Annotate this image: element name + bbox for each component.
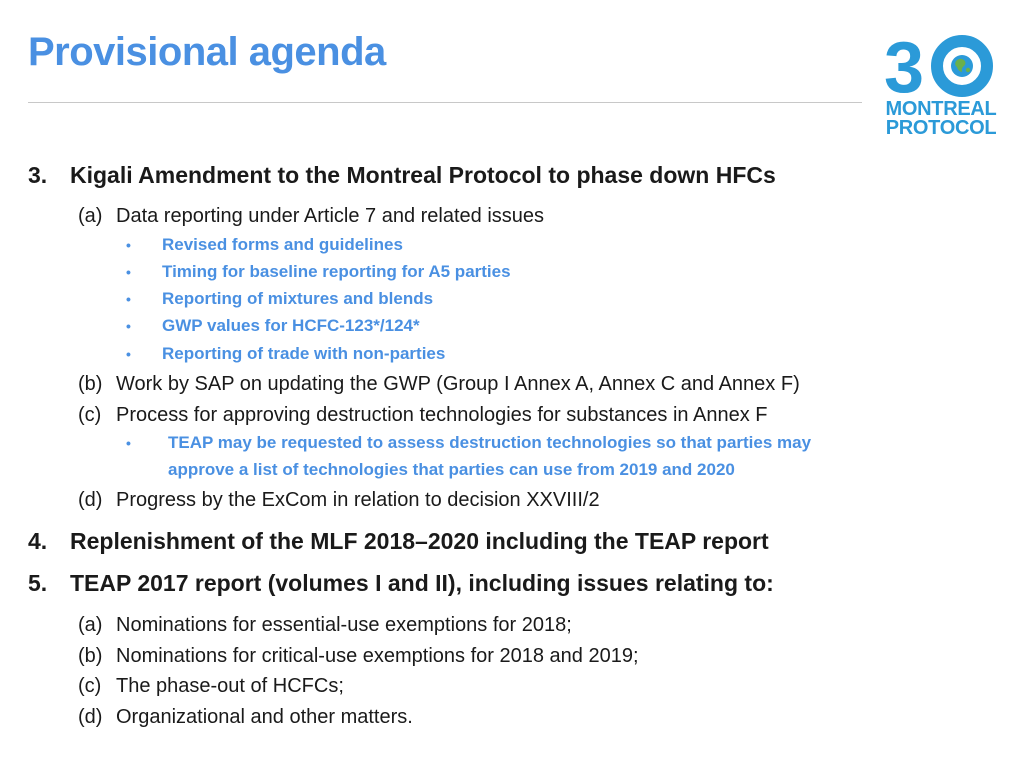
bullet-icon: • [126,264,131,280]
subitem-label: Nominations for critical-use exemptions for 2018 and 2019; [116,645,639,667]
logo-30-graphic [878,30,1004,100]
bullet-label: Reporting of mixtures and blends [162,289,434,308]
logo-text-montreal: MONTREAL [885,98,997,120]
agenda-subitem-5d [78,706,413,729]
agenda-subitem-5c [78,675,344,698]
bullet-icon: • [126,346,131,362]
bullet-label: GWP values for HCFC-123*/124* [162,316,420,335]
bullet-label: Reporting of trade with non-parties [162,344,446,363]
bullet-icon: • [126,237,131,253]
agenda-subitem-3a [78,205,544,228]
agenda-subitem-3c [78,404,767,427]
bullet-item [126,262,511,282]
bullet-icon: • [126,291,131,307]
agenda-item-label: TEAP 2017 report (volumes I and II), including issues relating to: [70,570,774,596]
subitem-letter: (b) [78,645,103,667]
agenda-subitem-3b [78,373,800,396]
subitem-letter: (a) [78,614,103,636]
agenda-subitem-3d [78,489,600,512]
bullet-item [126,235,403,255]
bullet-item [126,344,445,364]
agenda-item-number: 4. [28,528,48,554]
montreal-protocol-logo [878,30,1004,140]
subitem-label: Work by SAP on updating the GWP (Group I Annex A, Annex C and Annex F) [116,373,800,395]
bullet-continuation: approve a list of technologies that parties can use from 2019 and 2020 [168,460,735,479]
subitem-letter: (c) [78,404,102,426]
globe-land-dot [966,68,970,72]
agenda-item-number: 3. [28,162,48,188]
bullet-label: TEAP may be requested to assess destruction technologies so that parties may [168,433,812,452]
subitem-letter: (a) [78,205,103,227]
bullet-item [126,316,420,336]
agenda-subitem-5a [78,614,572,637]
agenda-item-3 [28,162,776,189]
bullet-label: Revised forms and guidelines [162,235,403,254]
subitem-letter: (d) [78,706,103,728]
subitem-label: Nominations for essential-use exemptions for 2018; [116,614,572,636]
subitem-label: Data reporting under Article 7 and related issues [116,205,545,227]
subitem-label: Process for approving destruction technologies for substances in Annex F [116,404,768,426]
agenda-item-5 [28,570,774,597]
page-title: Provisional agenda [28,30,386,74]
subitem-letter: (c) [78,675,102,697]
bullet-item [126,289,433,309]
bullet-icon: • [126,435,131,451]
subitem-label: Organizational and other matters. [116,706,413,728]
agenda-item-number: 5. [28,570,48,596]
bullet-icon: • [126,318,131,334]
agenda-item-label: Replenishment of the MLF 2018–2020 including the TEAP report [70,528,769,554]
bullet-label: Timing for baseline reporting for A5 parties [162,262,511,281]
logo-number-3: 3 [884,30,925,100]
subitem-label: Progress by the ExCom in relation to decision XXVIII/2 [116,489,600,511]
logo-text-protocol: PROTOCOL [885,117,997,139]
subitem-label: The phase-out of HCFCs; [116,675,344,697]
bullet-item [126,433,811,453]
agenda-item-label: Kigali Amendment to the Montreal Protocol to phase down HFCs [70,162,776,188]
subitem-letter: (b) [78,373,103,395]
title-divider [28,102,862,103]
subitem-letter: (d) [78,489,103,511]
agenda-subitem-5b [78,645,639,668]
agenda-item-4 [28,528,769,555]
